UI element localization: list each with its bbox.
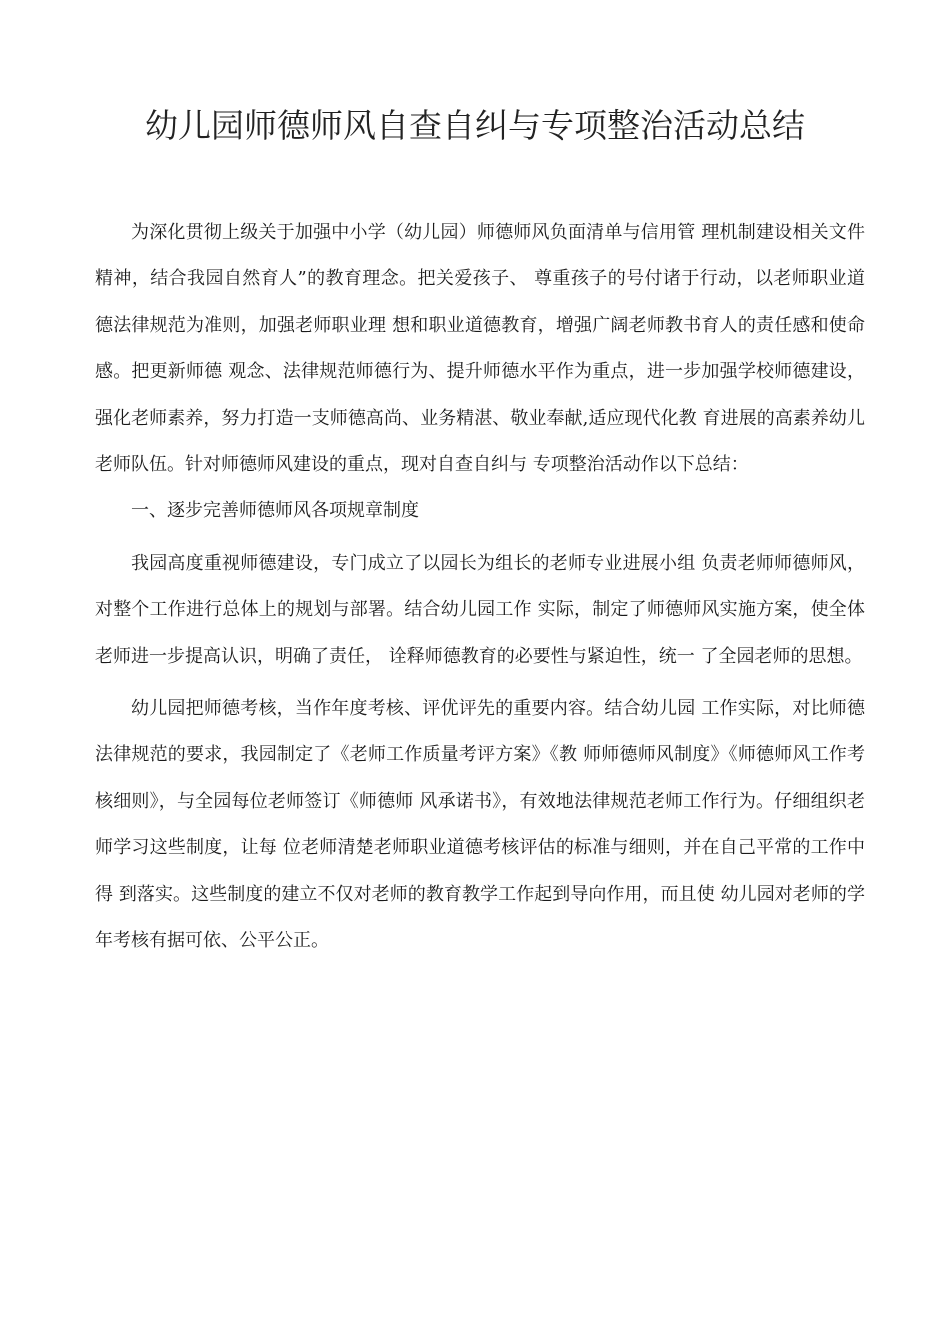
paragraph-section1-a: 我园高度重视师德建设，专门成立了以园长为组长的老师专业进展小组 负责老师师德师风，对整个工作进行总体上的规划与部署。结合幼儿园工作 实际，制定了师德师风实施方案，使全体老师进一步提高认识，明确了责任， 诠释师德教育的必要性与紧迫性，统一 了全园老师的思想。 <box>95 552 865 667</box>
document-body <box>95 210 865 965</box>
section-heading-1: 一、逐步完善师德师风各项规章制度 <box>131 500 419 522</box>
paragraph-section1-b: 幼儿园把师德考核，当作年度考核、评优评先的重要内容。结合幼儿园 工作实际，对比师德法律规范的要求，我园制定了《老师工作质量考评方案》《教 师师德师风制度》《师德师风工作考核细则》，与全园每位老师签订《师德师 风承诺书》，有效地法律规范老师工作行为。仔细组织老师学习这些制度，让每 位老师清楚老师职业道德考核评估的标准与细则，并在自己平常的工作中得 到落实。这些制度的建立不仅对老师的教育教学工作起到导向作用，而且使 幼儿园对老师的学年考核有据可依、公平公正。 <box>95 698 865 952</box>
paragraph-intro: 为深化贯彻上级关于加强中小学（幼儿园）师德师风负面清单与信用管 理机制建设相关文件精神，结合我园自然育人”的教育理念。把关爱孩子、 尊重孩子的号付诸于行动，以老师职业道德法律规范为准则，加强老师职业理 想和职业道德教育，增强广阔老师教书育人的责任感和使命感。把更新师德 观念、法律规范师德行为、提升师德水平作为重点，进一步加强学校师德建设， 强化老师素养，努力打造一支师德高尚、业务精湛、敬业奉献,适应现代化教 育进展的高素养幼儿老师队伍。针对师德师风建设的重点，现对自查自纠与 专项整治活动作以下总结： <box>95 222 865 476</box>
document-title: 幼儿园师德师风自查自纠与专项整治活动总结 <box>145 106 805 145</box>
